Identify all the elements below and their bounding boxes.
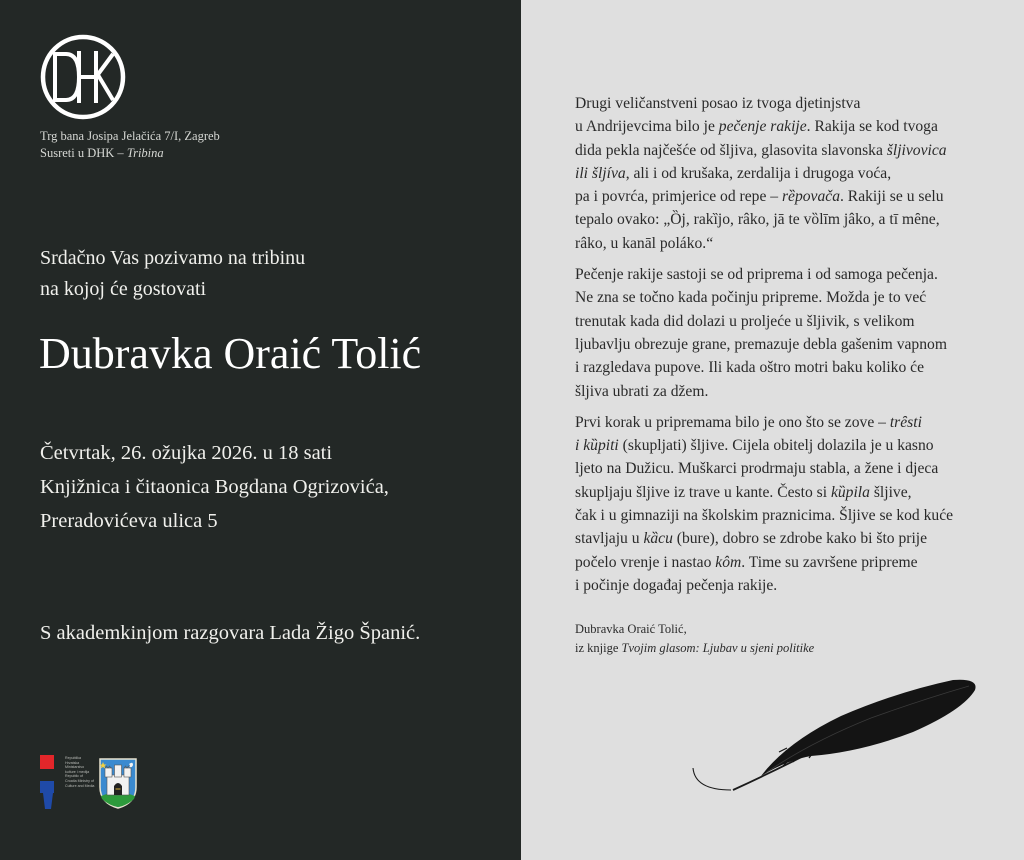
excerpt-text-run: , ali i od krušaka, zerdalija i drugoga voća, bbox=[625, 164, 892, 182]
excerpt-line bbox=[575, 356, 995, 379]
italic-term: pečenje rakije bbox=[718, 118, 807, 136]
italic-term: kȁcu bbox=[643, 530, 673, 548]
address-block bbox=[40, 128, 220, 162]
excerpt-line bbox=[575, 333, 995, 356]
excerpt-paragraph-2 bbox=[575, 263, 995, 403]
excerpt-paragraph-3 bbox=[575, 411, 995, 597]
excerpt-line bbox=[575, 457, 995, 480]
excerpt-text-run: Drugi veličanstveni posao iz tvoga djetinjstva bbox=[575, 95, 861, 112]
italic-term: kȕpila bbox=[830, 483, 870, 501]
attribution-book: iz knjige Tvojim glasom: Ljubav u sjeni politike bbox=[575, 640, 815, 655]
attribution bbox=[575, 620, 814, 657]
italic-term: trȇsti bbox=[889, 413, 922, 431]
excerpt-text-run: ljeto na Dužicu. Muškarci prodrmaju stabla, a žene i djeca bbox=[575, 460, 939, 478]
excerpt-text-run: pa i povrća, primjerice od repe – bbox=[575, 188, 782, 206]
excerpt-line bbox=[575, 139, 995, 162]
excerpt-line bbox=[575, 208, 995, 231]
excerpt-line bbox=[575, 574, 995, 597]
excerpt-line bbox=[575, 92, 995, 115]
zagreb-coat-of-arms bbox=[98, 757, 138, 809]
excerpt-text-run: . Time su završene pripreme bbox=[741, 553, 918, 571]
italic-term: kôm bbox=[715, 553, 742, 571]
excerpt-text-run: . Rakija se kod tvoga bbox=[806, 118, 938, 136]
ministry-name: Republika Hrvatska Ministarstvo kulture i medija Republic of Croatia Ministry of Culture and Media bbox=[65, 756, 95, 788]
excerpt-text-run: i počinje događaj pečenja rakije. bbox=[575, 576, 778, 594]
event-details bbox=[40, 436, 389, 538]
excerpt-line bbox=[575, 527, 995, 550]
excerpt-text-run: skupljaju šljive iz trave u kante. Često si bbox=[575, 483, 831, 501]
attribution-author: Dubravka Oraić Tolić, bbox=[575, 622, 687, 636]
excerpt-text-run: dida pekla najčešće od šljiva, glasovita slavonska bbox=[575, 141, 887, 159]
excerpt-panel bbox=[521, 0, 1024, 860]
excerpt-text-run: počelo vrenje i nastao bbox=[575, 553, 716, 571]
excerpt-text-run: trenutak kada did dolazi u proljeće u šljivik, s velikom bbox=[575, 312, 915, 330]
excerpt-text-run: Pečenje rakije sastoji se od priprema i od samoga pečenja. bbox=[575, 266, 938, 284]
excerpt-text-run: (skupljati) šljive. Cijela obitelj dolazila je u kasno bbox=[618, 437, 934, 455]
guest-name: Dubravka Oraić Tolić bbox=[39, 329, 422, 378]
excerpt-line bbox=[575, 286, 995, 309]
excerpt-line bbox=[575, 504, 995, 527]
ministry-logo bbox=[40, 755, 95, 811]
excerpt-text-run: râko, u kanāl poláko.“ bbox=[575, 234, 714, 252]
excerpt-line bbox=[575, 411, 995, 434]
excerpt-line bbox=[575, 481, 995, 504]
excerpt-text-run: . Rakiji se u selu bbox=[840, 188, 944, 206]
excerpt-line bbox=[575, 434, 995, 457]
excerpt-text-run: šljiva ubrati za džem. bbox=[575, 382, 709, 400]
invitation-line-2: na kojoj će gostovati bbox=[40, 278, 207, 300]
excerpt-text-run: (bure), dobro se zdrobe kako bi što prije bbox=[672, 530, 928, 548]
italic-term: ili šljíva bbox=[575, 164, 626, 182]
feather-quill-icon bbox=[691, 672, 981, 800]
excerpt-line bbox=[575, 310, 995, 333]
excerpt-line bbox=[575, 551, 995, 574]
moderator-line: S akademkinjom razgovara Lada Žigo Španić. bbox=[40, 622, 421, 644]
excerpt-text-run: šljive, bbox=[869, 483, 912, 501]
event-venue: Knjižnica i čitaonica Bogdana Ogrizovića, bbox=[40, 476, 389, 498]
excerpt-line bbox=[575, 380, 995, 403]
excerpt-text-run: čak i u gimnaziji na školskim praznicima. Šljive se kod kuće bbox=[575, 507, 954, 525]
excerpt-line bbox=[575, 185, 995, 208]
invitation-text bbox=[40, 243, 305, 305]
event-date: Četvrtak, 26. ožujka 2026. u 18 sati bbox=[40, 442, 333, 464]
excerpt-text-run: Prvi korak u pripremama bilo je ono što se zove – bbox=[575, 413, 890, 431]
excerpt-text-run: tepalo ovako: „Ȍj, rakȉjo, râko, jā te vȍlīm jâko, a tī mȇne, bbox=[575, 211, 940, 229]
excerpt-text-run: ljubavlju obrezuje grane, premazuje debla gašenim vapnom bbox=[575, 335, 947, 353]
excerpt-text-run: stavljaju u bbox=[575, 530, 644, 548]
italic-term: šljivovica bbox=[886, 141, 947, 159]
dhk-monogram-logo bbox=[40, 34, 126, 120]
event-street: Preradovićeva ulica 5 bbox=[40, 510, 218, 532]
excerpt-text-run: u Andrijevcima bilo je bbox=[575, 118, 719, 136]
italic-term: rȅpovača bbox=[781, 188, 840, 206]
excerpt-line bbox=[575, 162, 995, 185]
excerpt-text-run: i razgledava pupove. Ili kada oštro motri baku koliko će bbox=[575, 359, 925, 377]
excerpt-text-run: Ne zna se točno kada počinju pripreme. Možda je to već bbox=[575, 289, 927, 307]
excerpt-line bbox=[575, 115, 995, 138]
italic-term: i kȕpiti bbox=[575, 437, 619, 455]
series-line: Susreti u DHK – Tribina bbox=[40, 146, 164, 160]
excerpt-line bbox=[575, 232, 995, 255]
invitation-line-1: Srdačno Vas pozivamo na tribinu bbox=[40, 247, 306, 269]
ministry-logo-icon bbox=[40, 755, 54, 811]
address-line: Trg bana Josipa Jelačića 7/I, Zagreb bbox=[40, 129, 220, 143]
excerpt-line bbox=[575, 263, 995, 286]
excerpt-paragraph-1 bbox=[575, 92, 995, 255]
excerpt-text bbox=[575, 92, 995, 605]
